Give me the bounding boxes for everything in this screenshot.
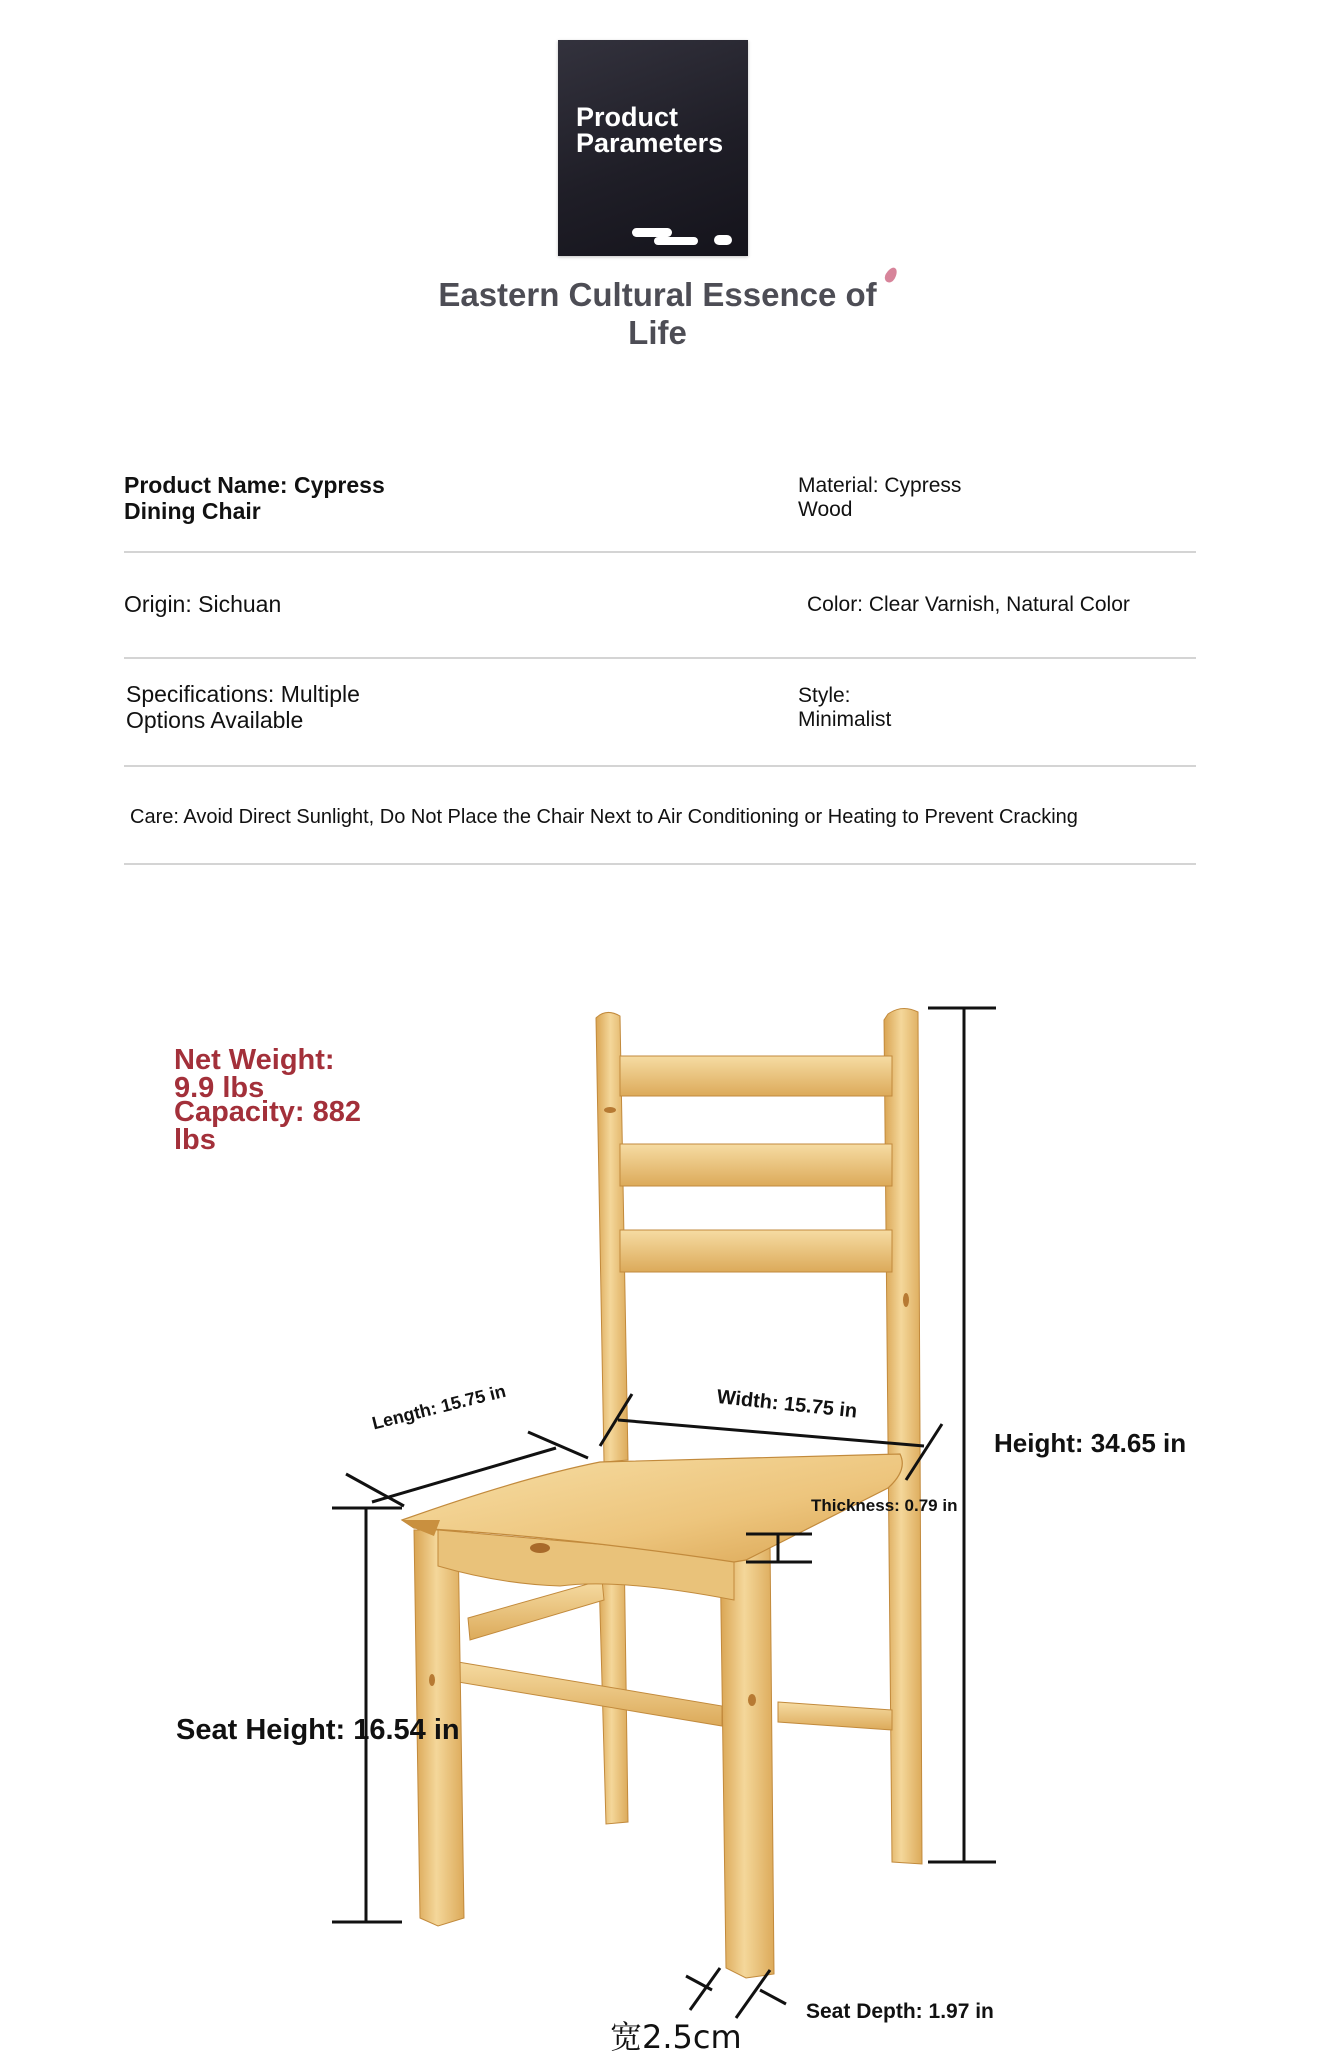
- net-weight-text: Net Weight: 9.9 lbs: [174, 1044, 335, 1104]
- wood-knot: [429, 1674, 435, 1686]
- height-label: Height: 34.65 in: [994, 1428, 1187, 1458]
- param-care: Care: Avoid Direct Sunlight, Do Not Place the Chair Next to Air Conditioning or Heating to Prevent Cracking: [130, 806, 1078, 828]
- param-material: Material: Cypress Wood: [798, 474, 962, 521]
- param-origin: Origin: Sichuan: [124, 591, 282, 617]
- chair-back-slat-1: [620, 1056, 892, 1096]
- param-specifications: Specifications: Multiple Options Available: [126, 681, 360, 733]
- wood-knot: [748, 1694, 756, 1706]
- chair-stretcher-front: [446, 1660, 722, 1726]
- chair-front-right-leg: [720, 1540, 774, 1978]
- badge-title: Product Parameters: [576, 102, 724, 158]
- cn-width-label: 宽2.5cm: [610, 2018, 742, 2056]
- param-color: Color: Clear Varnish, Natural Color: [807, 593, 1130, 616]
- seat-depth-label: Seat Depth: 1.97 in: [806, 2000, 994, 2023]
- thickness-label: Thickness: 0.79 in: [811, 1496, 958, 1515]
- length-label: Length: 15.75 in: [370, 1380, 508, 1434]
- capacity-text: Capacity: 882 lbs: [174, 1096, 361, 1156]
- wood-knot: [604, 1107, 616, 1113]
- chair-stretcher-right: [778, 1702, 892, 1730]
- param-style: Style: Minimalist: [798, 684, 892, 731]
- width-label: Width: 15.75 in: [715, 1386, 859, 1423]
- chair-stretcher-left: [468, 1580, 604, 1640]
- chair-back-slat-2: [620, 1144, 892, 1186]
- chair-back-slat-3: [620, 1230, 892, 1272]
- seat-height-label: Seat Height: 16.54 in: [176, 1714, 460, 1746]
- param-product-name: Product Name: Cypress Dining Chair: [124, 472, 385, 524]
- tagline: Eastern Cultural Essence of Life: [438, 276, 877, 351]
- wood-knot: [530, 1543, 550, 1553]
- chair-back-right-post: [884, 1008, 922, 1864]
- wood-knot: [903, 1293, 909, 1307]
